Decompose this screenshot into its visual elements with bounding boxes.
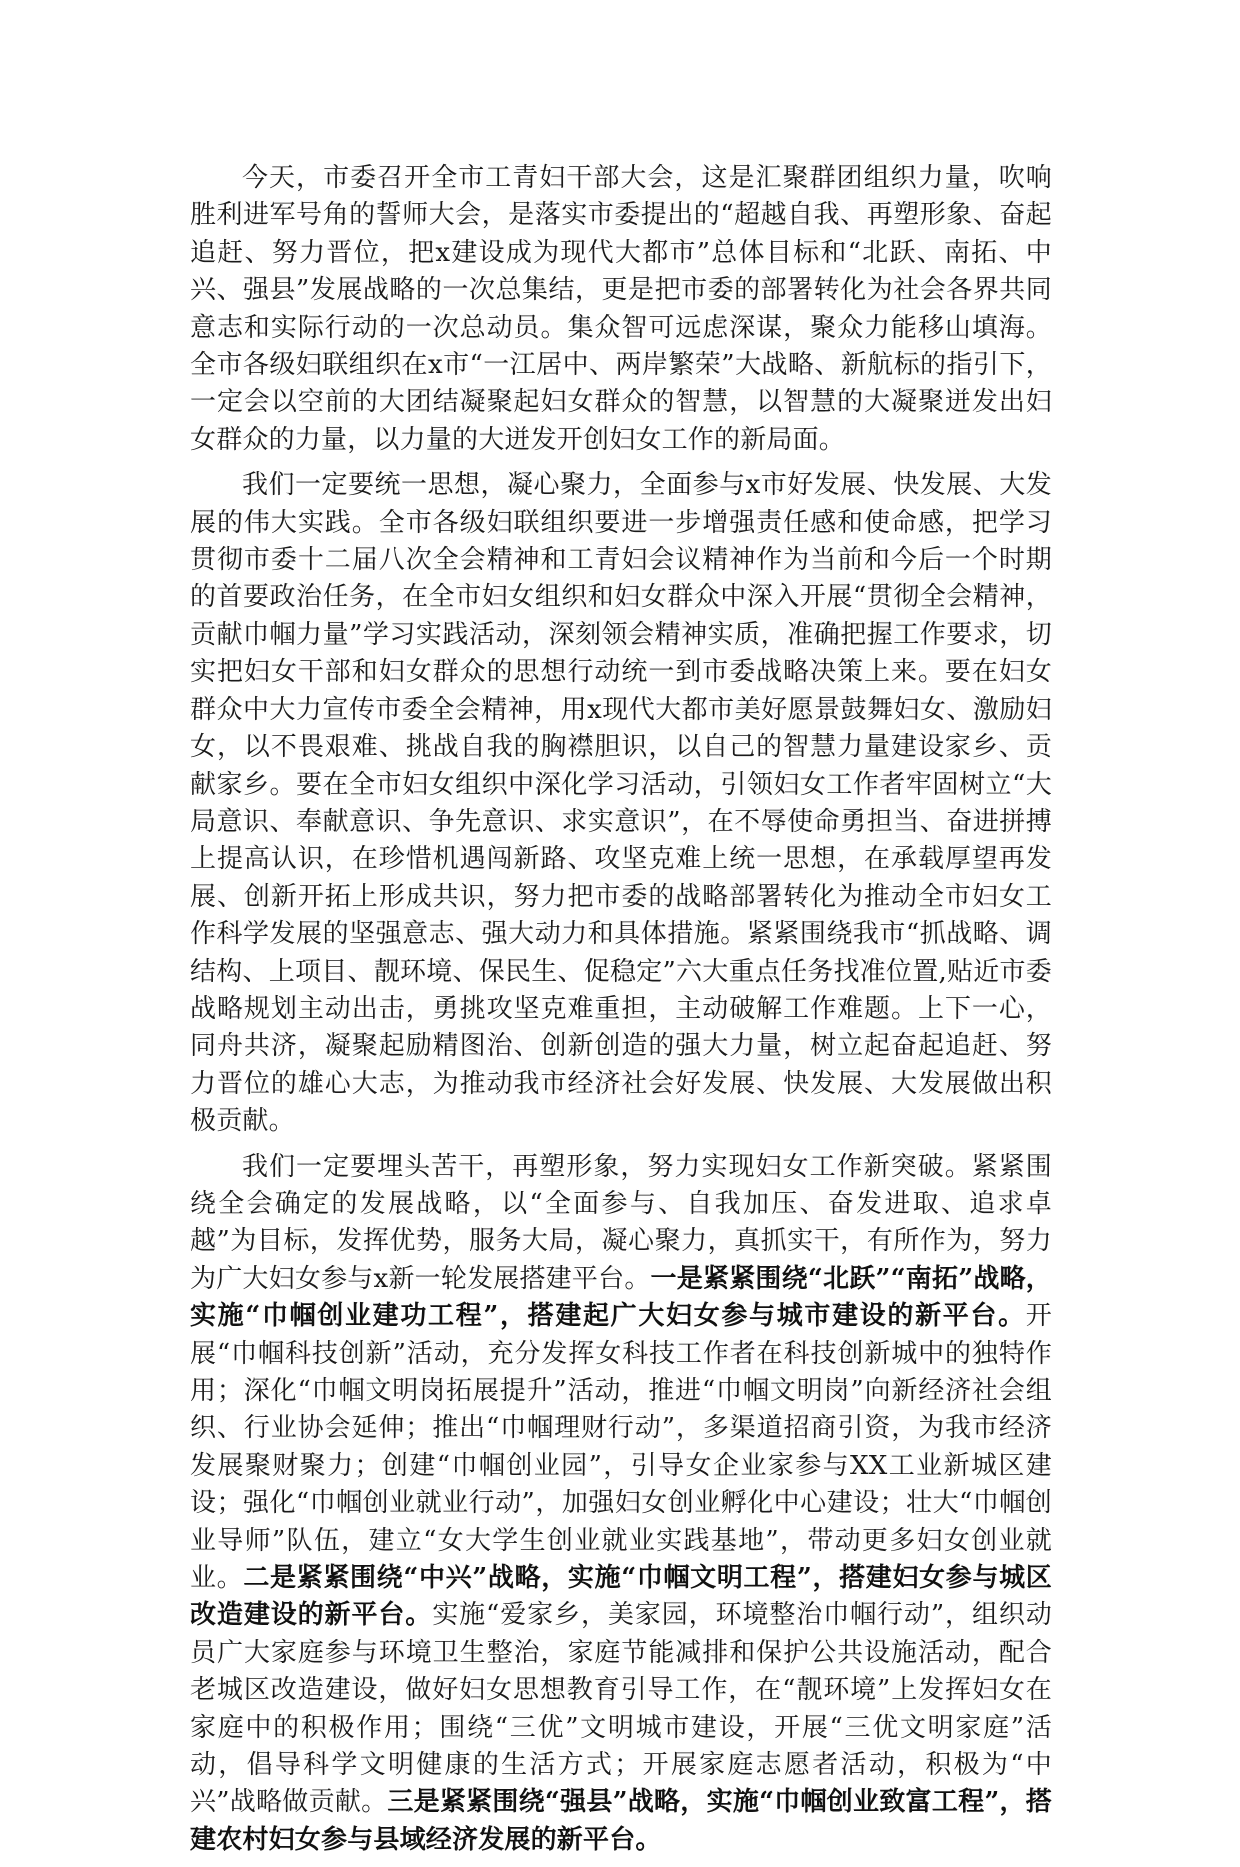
point-one-body: 开展“巾帼科技创新”活动，充分发挥女科技工作者在科技创新城中的独特作用；深化“巾帼文明岗拓展提升”活动，推进“巾帼文明岗”向新经济社会组织、行业协会延伸；推出“巾帼理财行动”，多渠道招商引资，为我市经济发展聚财聚力；创建“巾帼创业园”，引导女企业家参与XX工业新城区建设；强化“巾帼创业就业行动”，加强妇女创业孵化中心建设；壮大“巾帼创业导师”队伍，建立“女大学生创业就业实践基地”，带动更多妇女创业就业。 <box>190 1301 1052 1594</box>
paragraph-2-text: 我们一定要统一思想，凝心聚力，全面参与x市好发展、快发展、大发展的伟大实践。全市各级妇联组织要进一步增强责任感和使命感，把学习贯彻市委十二届八次全会精神和工青妇会议精神作为当前和今后一个时期的首要政治任务，在全市妇女组织和妇女群众中深入开展“贯彻全会精神，贡献巾帼力量”学习实践活动，深刻领会精神实质，准确把握工作要求，切实把妇女干部和妇女群众的思想行动统一到市委战略决策上来。要在妇女群众中大力宣传市委全会精神，用x现代大都市美好愿景鼓舞妇女、激励妇女，以不畏艰难、挑战自我的胸襟胆识，以自己的智慧力量建设家乡、贡献家乡。要在全市妇女组织中深化学习活动，引领妇女工作者牢固树立“大局意识、奉献意识、争先意识、求实意识”，在不辱使命勇担当、奋进拼搏上提高认识，在珍惜机遇闯新路、攻坚克难上统一思想，在承载厚望再发展、创新开拓上形成共识，努力把市委的战略部署转化为推动全市妇女工作科学发展的坚强意志、强大动力和具体措施。紧紧围绕我市“抓战略、调结构、上项目、靓环境、保民生、促稳定”六大重点任务找准位置,贴近市委战略规划主动出击，勇挑攻坚克难重担，主动破解工作难题。上下一心，同舟共济，凝聚起励精图治、创新创造的强大力量，树立起奋起追赶、努力晋位的雄心大志，为推动我市经济社会好发展、快发展、大发展做出积极贡献。 <box>190 470 1052 1137</box>
paragraph-2 <box>190 467 1052 1140</box>
paragraph-1-text: 今天，市委召开全市工青妇干部大会，这是汇聚群团组织力量，吹响胜利进军号角的誓师大会，是落实市委提出的“超越自我、再塑形象、奋起追赶、努力晋位，把x建设成为现代大都市”总体目标和“北跃、南拓、中兴、强县”发展战略的一次总集结，更是把市委的部署转化为社会各界共同意志和实际行动的一次总动员。集众智可远虑深谋，聚众力能移山填海。全市各级妇联组织在x市“一江居中、两岸繁荣”大战略、新航标的指引下，一定会以空前的大团结凝聚起妇女群众的智慧，以智慧的大凝聚迸发出妇女群众的力量，以力量的大迸发开创妇女工作的新局面。 <box>190 163 1052 455</box>
point-one-heading: 一是紧紧围绕“北跃”“南拓”战略，实施“巾帼创业建功工程”，搭建起广大妇女参与城市建设的新平台。 <box>190 1263 1052 1332</box>
point-two-heading: 二是紧紧围绕“中兴”战略，实施“巾帼文明工程”，搭建妇女参与城区改造建设的新平台。 <box>190 1563 1052 1631</box>
document-body <box>190 160 1052 1867</box>
point-three-heading: 三是紧紧围绕“强县”战略，实施“巾帼创业致富工程”，搭建农村妇女参与县域经济发展的新平台。 <box>190 1787 1052 1855</box>
paragraph-3 <box>190 1149 1052 1860</box>
paragraph-1 <box>190 160 1052 459</box>
paragraph-3-intro: 我们一定要埋头苦干，再塑形象，努力实现妇女工作新突破。紧紧围绕全会确定的发展战略，以“全面参与、自我加压、奋发进取、追求卓越”为目标，发挥优势，服务大局，凝心聚力，真抓实干，有所作为，努力为广大妇女参与x新一轮发展搭建平台。 <box>190 1151 1052 1294</box>
point-two-body: 实施“爱家乡，美家园，环境整治巾帼行动”，组织动员广大家庭参与环境卫生整治，家庭节能减排和保护公共设施活动，配合老城区改造建设，做好妇女思想教育引导工作，在“靓环境”上发挥妇女在家庭中的积极作用；围绕“三优”文明城市建设，开展“三优文明家庭”活动，倡导科学文明健康的生活方式；开展家庭志愿者活动，积极为“中兴”战略做贡献。 <box>190 1600 1052 1818</box>
